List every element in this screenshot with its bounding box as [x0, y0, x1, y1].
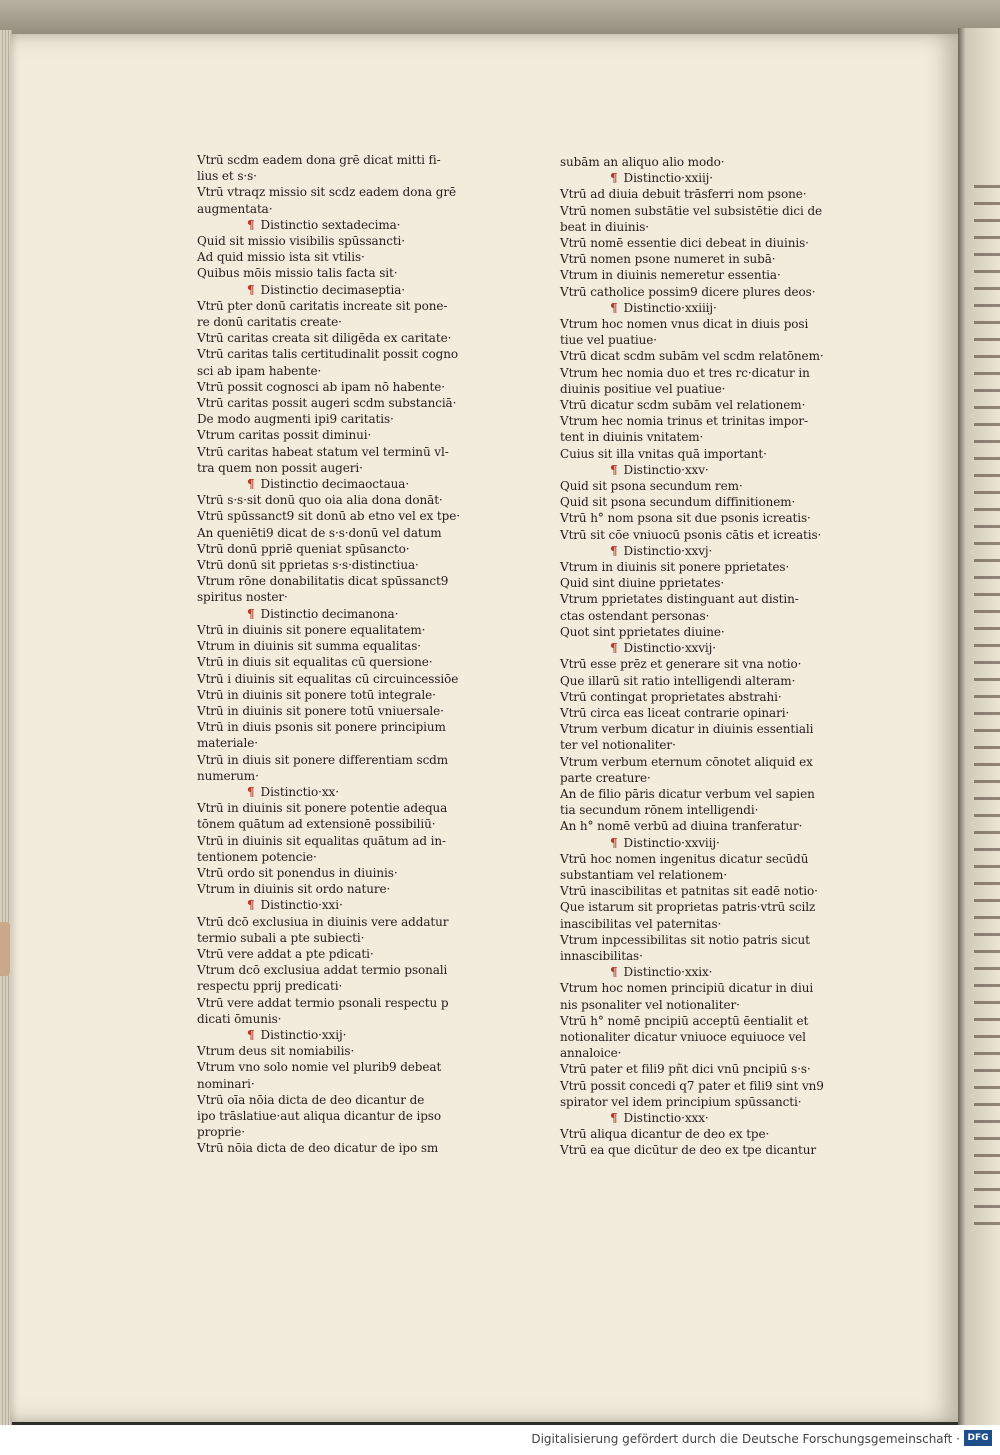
text-content: Vtrū nomē essentie dici debeat in diuinis· — [560, 236, 809, 251]
text-content: Vtrū in diuinis sit ponere potentie adequa — [197, 801, 448, 816]
text-line — [560, 1126, 860, 1142]
text-content: tia secundum rōnem intelligendi· — [560, 803, 759, 818]
section-heading — [560, 640, 860, 656]
text-content: Vtrū s·s·sit donū quo oia alia dona donāt· — [197, 493, 443, 508]
text-line — [197, 638, 497, 654]
text-content: Vtrū spūssanct9 sit donū ab etno vel ex tpe· — [197, 509, 460, 524]
text-line — [197, 427, 497, 443]
paragraph-mark-icon: ¶ — [247, 606, 255, 621]
text-content: spiritus noster· — [197, 590, 288, 605]
text-content: re donū caritatis create· — [197, 315, 342, 330]
text-content: Vtrū nōia dicta de deo dicatur de ipo sm — [197, 1141, 439, 1156]
text-content: Vtrū in diuis sit equalitas cū quersione· — [197, 655, 433, 670]
text-line — [560, 381, 860, 397]
text-content: proprie· — [197, 1125, 246, 1140]
text-line — [560, 284, 860, 300]
paragraph-mark-icon: ¶ — [247, 898, 255, 913]
text-line — [197, 833, 497, 849]
text-content: Quibus mōis missio talis facta sit· — [197, 266, 398, 281]
text-content: substantiam vel relationem· — [560, 867, 728, 882]
text-content: Distinctio·xxvj· — [623, 543, 713, 558]
text-content: sci ab ipam habente· — [197, 363, 322, 378]
text-line — [197, 573, 497, 589]
text-line — [560, 316, 860, 332]
text-content: Ad quid missio ista sit vtilis· — [197, 250, 365, 265]
text-line — [197, 995, 497, 1011]
text-line — [560, 997, 860, 1013]
text-content: Vtrū catholice possim9 dicere plures deos· — [560, 284, 816, 299]
paragraph-mark-icon: ¶ — [610, 965, 618, 980]
text-content: Distinctio·xxi· — [260, 898, 343, 913]
text-line — [197, 800, 497, 816]
text-line — [197, 1124, 497, 1140]
text-line — [197, 1011, 497, 1027]
text-content: Distinctio·xxvij· — [623, 641, 716, 656]
text-line — [560, 624, 860, 640]
text-content: respectu pprij predicati· — [197, 979, 343, 994]
text-line — [197, 768, 497, 784]
text-line — [197, 622, 497, 638]
paragraph-mark-icon: ¶ — [247, 784, 255, 799]
text-content: Vtrū scdm eadem dona grē dicat mitti fi- — [197, 153, 441, 167]
text-content: Vtrū dicatur scdm subām vel relationem· — [560, 398, 806, 413]
text-content: Quid sit psona secundum diffinitionem· — [560, 495, 796, 510]
text-content: Distinctio·xxij· — [260, 1027, 347, 1042]
text-content: Distinctio decimanona· — [260, 606, 399, 621]
text-content: Vtrum in diuinis sit ordo nature· — [197, 882, 391, 897]
text-content: Distinctio·xxiiij· — [623, 300, 717, 315]
text-content: termio subali a pte subiecti· — [197, 930, 365, 945]
text-line — [560, 267, 860, 283]
text-line — [560, 899, 860, 915]
text-line — [197, 1092, 497, 1108]
text-line — [197, 395, 497, 411]
section-heading — [197, 606, 497, 622]
section-heading — [197, 784, 497, 800]
text-line — [560, 948, 860, 964]
section-heading — [560, 543, 860, 559]
text-line — [560, 656, 860, 672]
text-content: Vtrū in diuinis sit ponere totū vniuersale· — [197, 703, 444, 718]
text-content: Vtrum hec nomia trinus et trinitas impor- — [560, 414, 808, 429]
text-line — [560, 1078, 860, 1094]
text-content: Vtrum verbum eternum cōnotet aliquid ex — [560, 754, 813, 769]
text-line — [560, 980, 860, 996]
text-line — [560, 786, 860, 802]
text-content: Que illarū sit ratio intelligendi alteram· — [560, 673, 796, 688]
paragraph-mark-icon: ¶ — [610, 462, 618, 477]
text-line — [560, 348, 860, 364]
text-content: Vtrum hoc nomen vnus dicat in diuis posi — [560, 317, 809, 332]
paragraph-mark-icon: ¶ — [610, 171, 618, 186]
paragraph-mark-icon: ¶ — [610, 835, 618, 850]
text-line — [197, 654, 497, 670]
text-line — [560, 754, 860, 770]
text-content: Vtrū circa eas liceat contrarie opinari· — [560, 705, 790, 720]
text-line — [197, 816, 497, 832]
text-line — [197, 881, 497, 897]
text-line — [197, 379, 497, 395]
section-heading — [197, 217, 497, 233]
text-line — [197, 298, 497, 314]
text-content: Vtrū vere addat a pte pdicati· — [197, 946, 374, 961]
text-content: Vtrū ordo sit ponendus in diuinis· — [197, 865, 398, 880]
text-content: Distinctio·xxviij· — [623, 835, 720, 850]
text-content: Vtrū contingat proprietates abstrahi· — [560, 689, 782, 704]
text-content: An queniēti9 dicat de s·s·donū vel datum — [197, 525, 442, 540]
text-content: Vtrū sit cōe vniuocū psonis cātis et icreatis· — [560, 527, 822, 542]
text-content: Vtrū dicat scdm subām vel scdm relatōnem· — [560, 349, 824, 364]
section-heading — [560, 835, 860, 851]
text-line — [560, 429, 860, 445]
text-line — [197, 363, 497, 379]
text-line — [560, 932, 860, 948]
text-line — [197, 849, 497, 865]
paragraph-mark-icon: ¶ — [610, 543, 618, 558]
text-content: Vtrū in diuinis sit ponere totū integrale· — [197, 687, 436, 702]
text-line — [560, 446, 860, 462]
section-heading — [197, 897, 497, 913]
text-content: Vtrū h° nom psona sit due psonis icreatis· — [560, 511, 811, 526]
text-content: Quid sint diuine pprietates· — [560, 576, 725, 591]
text-line — [560, 510, 860, 526]
text-line — [560, 608, 860, 624]
text-content: nominari· — [197, 1076, 255, 1091]
text-content: Vtrū vere addat termio psonali respectu p — [197, 995, 449, 1010]
text-content: Vtrum rōne donabilitatis dicat spūssanct9 — [197, 574, 449, 589]
text-content: Distinctio·xxiij· — [623, 171, 714, 186]
text-content: Vtrum in diuinis sit summa equalitas· — [197, 639, 421, 654]
section-heading — [197, 476, 497, 492]
text-line — [197, 330, 497, 346]
text-line — [197, 265, 497, 281]
text-line — [560, 591, 860, 607]
text-content: Vtrū in diuis sit ponere differentiam scdm — [197, 752, 449, 767]
text-content: Que istarum sit proprietas patris·vtrū scilz — [560, 900, 816, 915]
text-content: dicati ōmunis· — [197, 1011, 282, 1026]
text-content: Vtrum vno solo nomie vel plurib9 debeat — [197, 1060, 442, 1075]
text-content: inascibilitas vel paternitas· — [560, 916, 722, 931]
text-line — [560, 818, 860, 834]
text-content: Vtrum in diuinis nemeretur essentia· — [560, 268, 781, 283]
text-line — [560, 802, 860, 818]
text-line — [560, 1013, 860, 1029]
text-line — [197, 444, 497, 460]
text-line — [560, 478, 860, 494]
text-content: Distinctio·xx· — [260, 784, 339, 799]
text-line — [197, 1108, 497, 1124]
text-line — [197, 184, 497, 200]
text-line — [197, 1059, 497, 1075]
text-content: Vtrū possit concedi q7 pater et fili9 sint vn9 — [560, 1078, 824, 1093]
text-content: beat in diuinis· — [560, 219, 649, 234]
text-content: Distinctio sextadecima· — [260, 217, 401, 232]
footer-credit: Digitalisierung gefördert durch die Deutsche Forschungsgemeinschaft · — [531, 1432, 960, 1446]
text-content: De modo augmenti ipi9 caritatis· — [197, 412, 394, 427]
text-content: Vtrū caritas creata sit diligēda ex caritate· — [197, 331, 452, 346]
dfg-logo: DFG — [964, 1430, 992, 1446]
text-content: ter vel notionaliter· — [560, 738, 676, 753]
text-content: Vtrū oīa nōia dicta de deo dicantur de — [197, 1092, 425, 1107]
text-content: numerum· — [197, 768, 259, 783]
text-line — [560, 705, 860, 721]
text-content: innascibilitas· — [560, 948, 643, 963]
text-line — [197, 930, 497, 946]
text-line — [197, 1140, 497, 1156]
bookmark-tab — [0, 922, 10, 976]
text-content: Vtrū ad diuia debuit trāsferri nom psone· — [560, 187, 807, 202]
text-line — [197, 201, 497, 217]
text-line — [197, 752, 497, 768]
text-content: Vtrū pater et fili9 pñt dici vnū pncipiū s·s· — [560, 1062, 811, 1077]
text-line — [560, 365, 860, 381]
text-content: Vtrū donū ppriē queniat spūsancto· — [197, 541, 410, 556]
text-content: Vtrū dcō exclusiua in diuinis vere addatur — [197, 914, 449, 929]
text-line — [560, 1142, 860, 1158]
paragraph-mark-icon: ¶ — [610, 300, 618, 315]
text-content: Vtrū donū sit pprietas s·s·distinctiua· — [197, 558, 419, 573]
text-line — [197, 589, 497, 605]
paragraph-mark-icon: ¶ — [610, 1110, 618, 1125]
text-content: Vtrū in diuinis sit equalitas quātum ad in- — [197, 833, 446, 848]
text-line — [560, 235, 860, 251]
text-content: Vtrū pter donū caritatis increate sit pone- — [197, 298, 448, 313]
section-heading — [560, 1110, 860, 1126]
right-text-column — [560, 154, 860, 1159]
text-line — [197, 1043, 497, 1059]
text-content: Vtrum dcō exclusiua addat termio psonali — [197, 963, 448, 978]
section-heading — [560, 462, 860, 478]
text-line — [197, 946, 497, 962]
text-content: Quid sit missio visibilis spūssancti· — [197, 234, 405, 249]
text-content: Vtrū inascibilitas et patnitas sit eadē notio· — [560, 884, 818, 899]
text-content: Vtrū h° nomē pncipiū acceptū ēentialit et — [560, 1013, 809, 1028]
text-content: Distinctio·xxix· — [623, 965, 713, 980]
text-line — [560, 332, 860, 348]
text-line — [197, 962, 497, 978]
paragraph-mark-icon: ¶ — [247, 282, 255, 297]
text-content: Vtrū in diuis psonis sit ponere principium — [197, 720, 446, 735]
text-line — [560, 770, 860, 786]
text-content: Vtrū vtraqz missio sit scdz eadem dona grē — [197, 185, 456, 200]
text-content: Vtrum hec nomia duo et tres rc·dicatur in — [560, 365, 810, 380]
section-heading — [197, 1027, 497, 1043]
text-line — [197, 735, 497, 751]
text-content: Vtrū nomen psone numeret in subā· — [560, 252, 776, 267]
text-content: augmentata· — [197, 201, 273, 216]
text-content: Vtrum hoc nomen principiū dicatur in diui — [560, 981, 814, 996]
text-content: An de filio pāris dicatur verbum vel sapien — [560, 786, 815, 801]
text-line — [560, 251, 860, 267]
section-heading — [197, 282, 497, 298]
text-content: tōnem quātum ad extensionē possibiliū· — [197, 817, 436, 832]
text-line — [197, 703, 497, 719]
text-content: tentionem potencie· — [197, 849, 317, 864]
text-line — [560, 1045, 860, 1061]
text-line — [560, 689, 860, 705]
text-line — [560, 219, 860, 235]
text-line — [560, 883, 860, 899]
text-line — [560, 1029, 860, 1045]
text-content: Vtrū caritas talis certitudinalit possit cogno — [197, 347, 458, 362]
text-content: Vtrū aliqua dicantur de deo ex tpe· — [560, 1127, 770, 1142]
text-line — [197, 233, 497, 249]
text-content: tent in diuinis vnitatem· — [560, 430, 704, 445]
text-content: Distinctio·xxx· — [623, 1110, 709, 1125]
left-text-column — [197, 152, 497, 1157]
text-content: Vtrū caritas habeat statum vel terminū vl- — [197, 444, 449, 459]
text-line — [197, 168, 497, 184]
text-line — [560, 851, 860, 867]
text-line — [560, 1094, 860, 1110]
text-content: Vtrum caritas possit diminui· — [197, 428, 372, 443]
section-heading — [560, 170, 860, 186]
text-line — [560, 527, 860, 543]
text-line — [197, 314, 497, 330]
text-content: notionaliter dicatur vniuoce equiuoce vel — [560, 1029, 806, 1044]
text-content: ipo trāslatiue·aut aliqua dicantur de ipso — [197, 1108, 441, 1123]
facing-page-text-fragment — [974, 175, 1000, 1225]
text-line — [197, 719, 497, 735]
paragraph-mark-icon: ¶ — [247, 1027, 255, 1042]
text-content: Vtrū in diuinis sit ponere equalitatem· — [197, 622, 426, 637]
text-content: Vtrū possit cognosci ab ipam nō habente· — [197, 379, 445, 394]
text-content: spirator vel idem principium spūssancti· — [560, 1094, 802, 1109]
text-line — [560, 397, 860, 413]
text-content: annaloice· — [560, 1046, 622, 1061]
text-line — [560, 673, 860, 689]
text-content: tiue vel puatiue· — [560, 333, 658, 348]
text-line — [560, 721, 860, 737]
text-content: Vtrū esse prēz et generare sit vna notio· — [560, 657, 802, 672]
text-line — [197, 411, 497, 427]
text-line — [197, 557, 497, 573]
text-line — [560, 1061, 860, 1077]
text-content: subām an aliquo alio modo· — [560, 155, 725, 169]
text-line — [560, 916, 860, 932]
text-content: Vtrū ea que dicūtur de deo ex tpe dicantur — [560, 1143, 816, 1158]
section-heading — [560, 300, 860, 316]
text-content: lius et s·s· — [197, 169, 257, 184]
text-line — [560, 203, 860, 219]
text-line — [197, 671, 497, 687]
text-content: Vtrum in diuinis sit ponere pprietates· — [560, 560, 790, 575]
text-line — [560, 737, 860, 753]
text-line — [560, 867, 860, 883]
text-line — [197, 1076, 497, 1092]
text-content: nis psonaliter vel notionaliter· — [560, 997, 740, 1012]
text-line — [197, 687, 497, 703]
text-content: Vtrū hoc nomen ingenitus dicatur secūdū — [560, 851, 809, 866]
text-line — [197, 865, 497, 881]
text-line — [560, 494, 860, 510]
text-line — [197, 978, 497, 994]
text-line — [197, 152, 497, 168]
text-line — [197, 346, 497, 362]
text-content: Cuius sit illa vnitas quā important· — [560, 446, 767, 461]
text-line — [560, 575, 860, 591]
text-content: Vtrū i diuinis sit equalitas cū circuincessiōe — [197, 671, 459, 686]
paragraph-mark-icon: ¶ — [610, 641, 618, 656]
text-content: materiale· — [197, 736, 258, 751]
text-content: Vtrum inpcessibilitas sit notio patris sicut — [560, 932, 810, 947]
text-content: parte creature· — [560, 770, 651, 785]
paragraph-mark-icon: ¶ — [247, 217, 255, 232]
text-content: tra quem non possit augeri· — [197, 460, 363, 475]
text-content: Distinctio·xxv· — [623, 462, 709, 477]
text-content: Vtrū caritas possit augeri scdm substanciā· — [197, 396, 457, 411]
text-line — [197, 249, 497, 265]
text-content: An h° nomē verbū ad diuina tranferatur· — [560, 819, 803, 834]
text-content: Vtrū nomen substātie vel subsistētie dici de — [560, 203, 823, 218]
text-content: Vtrum pprietates distinguant aut distin- — [560, 592, 799, 607]
text-line — [197, 460, 497, 476]
section-heading — [560, 964, 860, 980]
text-content: ctas ostendant personas· — [560, 608, 710, 623]
text-content: diuinis positiue vel puatiue· — [560, 381, 726, 396]
text-content: Distinctio decimaoctaua· — [260, 477, 410, 492]
text-line — [560, 413, 860, 429]
text-line — [560, 559, 860, 575]
text-content: Vtrum verbum dicatur in diuinis essentiali — [560, 722, 814, 737]
text-line — [197, 914, 497, 930]
text-content: Vtrum deus sit nomiabilis· — [197, 1044, 355, 1059]
text-line — [197, 525, 497, 541]
text-line — [197, 508, 497, 524]
text-line — [560, 186, 860, 202]
text-content: Quid sit psona secundum rem· — [560, 479, 743, 494]
text-content: Distinctio decimaseptia· — [260, 282, 406, 297]
text-line — [197, 541, 497, 557]
text-line — [197, 492, 497, 508]
paragraph-mark-icon: ¶ — [247, 477, 255, 492]
text-content: Quot sint pprietates diuine· — [560, 624, 725, 639]
text-line — [560, 154, 860, 170]
